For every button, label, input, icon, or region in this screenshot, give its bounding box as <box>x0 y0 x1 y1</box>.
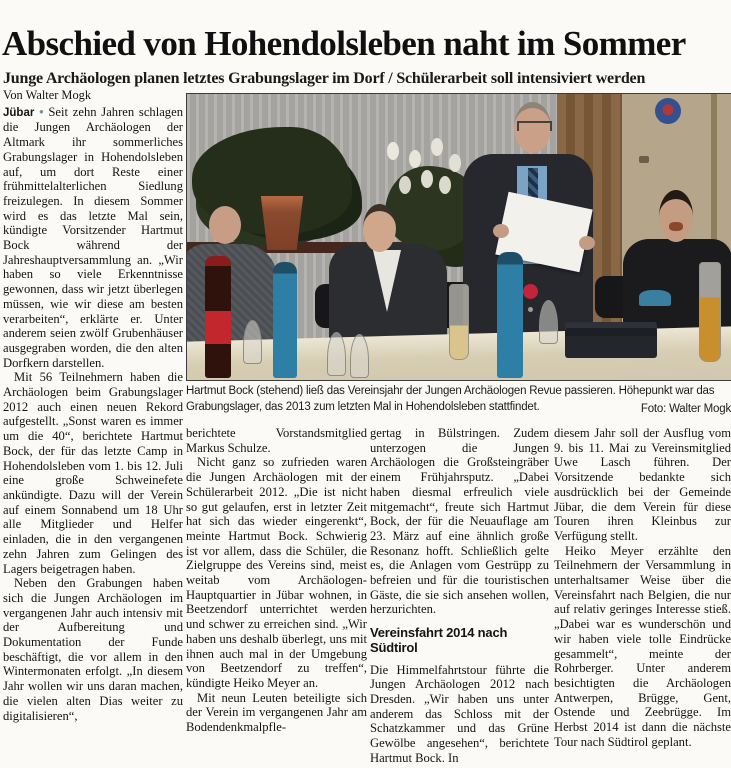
cola-bottle <box>205 256 231 378</box>
document-stack <box>565 322 657 358</box>
person-seated-right-head <box>659 190 693 242</box>
hand <box>493 224 509 238</box>
text-column-4 <box>554 426 731 767</box>
lead-paragraph: Jübar ● Seit zehn Jahren schlagen die Jungen Archäologen der Altmark ihr sommerliches Grabungslager in Hohendolsleben auf, um dort Reste einer frühmittelalterlichen Siedlung freizulegen. In diesem Sommer wird es das letzte Mal sein, kündigte Vorsitzender Hartmut Bock während der Jahreshauptversammlung an. „Wir haben so viele Erkenntnisse gewonnen, dass wir jetzt überlegen müssen, wie wir diese am besten verarbeiten“, erklärte er. Unter anderem seien zwölf Grubenhäuser ausgegraben worden, die den alten Dorfkern darstellen. <box>3 104 183 370</box>
water-bottle-center <box>497 252 523 378</box>
photo-caption <box>186 383 731 421</box>
article-paragraph: Mit neun Leuten beteiligte sich der Verein im vergangenen Jahr am Bodendenkmalpfle- <box>186 690 367 735</box>
photo-credit: Foto: Walter Mogk <box>640 403 731 415</box>
white-tulips <box>387 142 399 160</box>
article-paragraph: Heiko Meyer erzählte den Teilnehmern der Versammlung in unterhaltsamer Weise über die Vereinsfahrt nach Belgien, die nur auf relativ geringes Interesse stieß. „Dabei war es wunderschön und wir haben viele tolle Eindrücke gesammelt“, meinte der Rohrberger. Unter anderem besichtigten die Archäologen Antwerpen, Brügge, Gent, Ostende und Zeebrügge. Im Herbst 2014 ist dann die nächste Tour nach Südtirol geplant. <box>554 543 731 749</box>
wine-glass <box>327 332 346 376</box>
article-paragraph: berichtete Vorstandsmitglied Markus Schulze. <box>186 426 367 455</box>
article-paragraph: gertag in Bülstringen. Zudem unterzogen die Jungen Archäologen die Großsteingräber einem Frühjahrsputz. „Dabei haben diesmal erfreulich viele mitgemacht“, freute sich Hartmut Bock, der für die Neuauflage am 23. März auf eine ähnlich große Resonanz hofft. Schließlich gelte es, die Anlagen vom Gestrüpp zu befreien und für die touristischen Gäste, die sie sich ansehen wollen, herzurichten. <box>370 426 549 617</box>
light-switch <box>639 156 649 163</box>
dateline-bullet-icon: ● <box>37 106 46 116</box>
article-subheadline: Junge Archäologen planen letztes Grabungslager im Dorf / Schülerarbeit soll intensiviert werden <box>3 70 646 88</box>
article-headline: Abschied von Hohendolsleben naht im Sommer <box>2 24 686 64</box>
byline: Von Walter Mogk <box>3 88 92 102</box>
overturned-blue-glass <box>639 290 671 306</box>
article-paragraph: Mit 56 Teilnehmern haben die Archäologen beim Grabungslager 2012 auch einen neuen Rekord aufgestellt. „Sonst waren es immer um die 40“, berichtete Hartmut Bock, der für das letzte Camp in Hohendolsleben vom 1. bis 12. Juli eine große Schweinefete ankündigte. Dazu will der Verein auf einem Sonnabend um 18 Uhr alle Mitglieder und Helfer einladen, die in den vergangenen zehn Jahren zum Gelingen des Lagers beigetragen haben. <box>3 370 183 576</box>
wine-glass <box>539 300 558 344</box>
beard <box>669 222 683 231</box>
section-subhead: Vereinsfahrt 2014 nach Südtirol <box>370 625 508 655</box>
beer-glass <box>699 262 721 362</box>
text-column-3 <box>370 426 549 767</box>
eyeglasses <box>517 121 552 131</box>
article-photo <box>186 93 731 381</box>
pilsner-glass <box>449 284 469 360</box>
caption-text: Hartmut Bock (stehend) ließ das Vereinsjahr der Jungen Archäologen Revue passieren. Höhepunkt war das Grabungslager, das 2013 zum letzten Mal in Hohendolsleben stattfindet. <box>186 385 715 413</box>
article-paragraph: Nicht ganz so zufrieden waren die Jungen Archäologen mit der Schülerarbeit 2012. „Die ist nicht so gut gelaufen, erst in letzter Zeit hat sich das wieder eingerenkt“, meinte Hartmut Bock. Schwierig ist vor allem, dass die Schüler, die Zielgruppe des Vereins sind, meist weitab vom Archäologen-Hauptquartier in Jübar wohnen, in Beetzendorf unterrichtet werden und schwer zu erreichen sind. „Wir haben uns deshalb überlegt, uns mit ihnen auch mal in der Umgebung von Beetzendorf zu treffen“, kündigte Heiko Meyer an. <box>186 455 367 690</box>
person-seated-left-head <box>209 206 241 244</box>
article-paragraph: diesem Jahr soll der Ausflug vom 9. bis 11. Mai zu Vereinsmitglied Uwe Lasch führen. Der Vorsitzende bedankte sich ausdrücklich bei der Gemeinde Jübar, die dem Verein für diese Touren ihren Kleinbus zur Verfügung stellt. <box>554 426 731 543</box>
text-column-2 <box>186 426 367 767</box>
wine-glass <box>243 320 262 364</box>
water-bottle-left <box>273 262 297 378</box>
hand <box>579 236 595 250</box>
wall-crest <box>655 98 681 124</box>
red-rose <box>523 284 538 299</box>
person-seated-second-head <box>363 204 396 252</box>
article-paragraph: Die Himmelfahrtstour führte die Jungen Archäologen 2012 nach Dresden. „Wir haben uns unter anderem das Schloss mit der Schatzkammer und das Grüne Gewölbe angesehen“, berichtete Hartmut Bock. In <box>370 662 549 765</box>
dateline: Jübar <box>3 106 35 119</box>
article-paragraph: Neben den Grabungen haben sich die Jungen Archäologen im vergangenen Jahr auch intensiv mit der Aufbereitung und Dokumentation der Funde beschäftigt, die vor allem in den Wintermonaten erfolgt. „In diesem Jahr wollen wir uns daran machen, die vielen alten Dias weiter zu digitalisieren“, <box>3 576 183 723</box>
text-column-1 <box>3 88 183 766</box>
wine-glass <box>350 334 369 378</box>
